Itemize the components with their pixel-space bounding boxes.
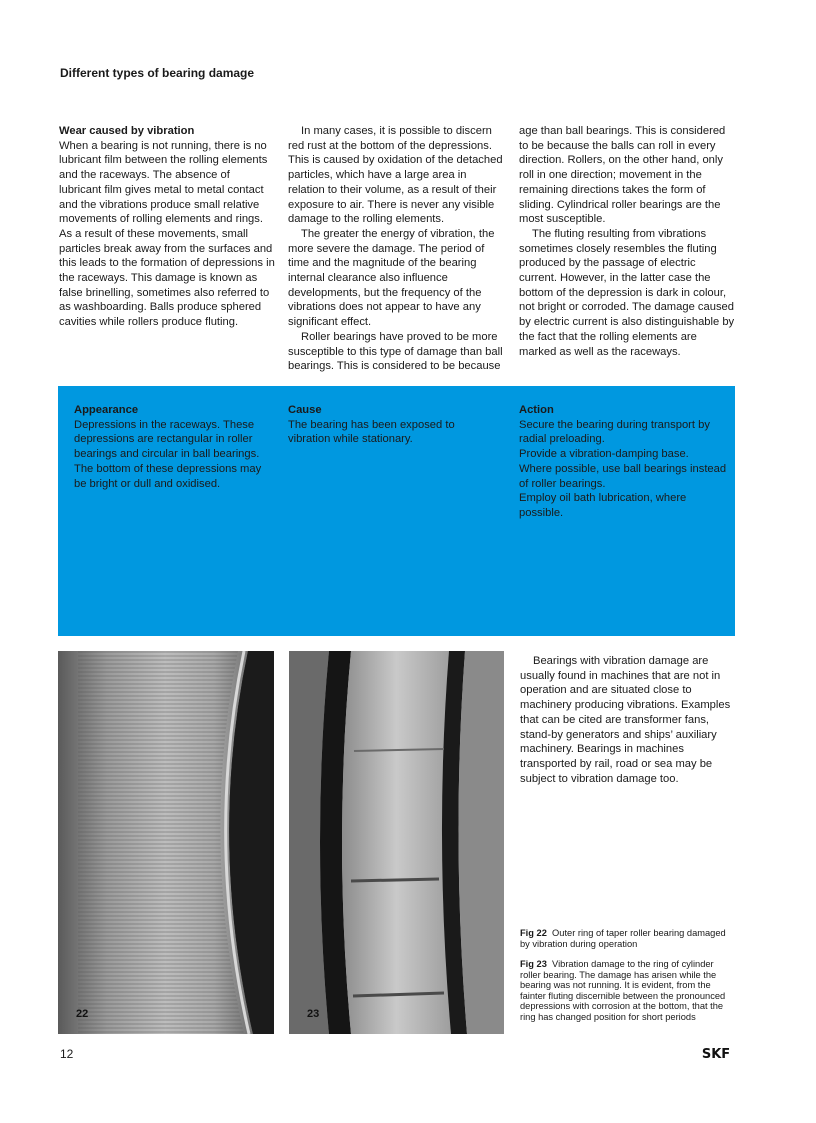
side-text-column bbox=[520, 654, 736, 786]
cause-text: The bearing has been exposed to vibration while stationary. bbox=[288, 418, 455, 446]
appearance-section bbox=[74, 403, 276, 491]
action-title: Action bbox=[519, 404, 554, 416]
skf-logo-icon bbox=[697, 1046, 735, 1060]
action-item: Secure the bearing during transport by radial preloading. bbox=[519, 418, 710, 446]
article-paragraph: Roller bearings have proved to be more susceptible to this type of damage than ball bearings. This is considered to be because bbox=[288, 330, 503, 373]
article-paragraph: Bearings with vibration damage are usually found in machines that are not in operation and are situated close to machinery producing vibrations. Examples that can be cited are transformer fans, stand-by generators and ships’ auxiliary machinery. Bearings in machines transported by rail, road or sea may be subject to vibration damage too. bbox=[520, 655, 731, 785]
caption-text: Vibration damage to the ring of cylinder roller bearing. The damage has arisen while the bearing was not running. It is evident, from the fainter fluting discernible between the pronounced depressions with corrosion at the bottom, that the ring has changed position for short periods bbox=[520, 959, 726, 1022]
figure-label: Fig 23 bbox=[520, 959, 547, 969]
caption-text: Outer ring of taper roller bearing damaged by vibration during operation bbox=[520, 928, 726, 949]
article-paragraph: In many cases, it is possible to discern red rust at the bottom of the depressions. This is caused by oxidation of the detached particles, which have a large area in relation to their volume, as a result of their exposure to air. There is never any visible damage to the rolling elements. bbox=[288, 125, 503, 226]
action-item: Employ oil bath lubrication, where possible. bbox=[519, 492, 687, 519]
article-paragraph: When a bearing is not running, there is no lubricant film between the rolling elements and the raceways. The absence of lubricant film gives metal to metal contact and the vibrations produce small relative movements of rolling elements and rings. As a result of these movements, small particles break away from the surfaces and this leads to the formation of depressions in the raceways. This damage is known as false brinelling, sometimes also referred to as washboarding. Balls produce sphered cavities while rollers produce fluting. bbox=[59, 139, 275, 329]
action-item: Provide a vibration-damping base. bbox=[519, 448, 689, 461]
action-item: Where possible, use ball bearings instead of roller bearings. bbox=[519, 462, 727, 490]
skf-logo bbox=[697, 1046, 735, 1065]
article-heading: Wear caused by vibration bbox=[59, 125, 195, 137]
figure-label: Fig 22 bbox=[520, 928, 547, 938]
figure-number: 23 bbox=[307, 1008, 320, 1020]
figure-caption bbox=[520, 959, 736, 1022]
text-column-1 bbox=[59, 124, 275, 330]
cause-section bbox=[288, 403, 500, 447]
page-number: 12 bbox=[60, 1047, 74, 1061]
article-paragraph: The fluting resulting from vibrations sometimes closely resembles the fluting produced by the passage of electric current. However, in the latter case the bottom of the depression is dark in colour, not bright or corroded. The damage caused by electric current is also distinguishable by the fact that the rolling elements are marked as well as the raceways. bbox=[519, 227, 735, 358]
bearing-ring-image bbox=[289, 651, 504, 1034]
cause-title: Cause bbox=[288, 404, 322, 416]
article-paragraph-continued: age than ball bearings. This is considered to be because the balls can roll in every direction. Rollers, on the other hand, only roll in one direction; movement in the remaining directions takes the form of sliding. Cylindrical roller bearings are the most susceptible. bbox=[519, 125, 726, 226]
action-section bbox=[519, 403, 731, 521]
figure-caption bbox=[520, 928, 736, 949]
figure-22-photo bbox=[58, 651, 274, 1034]
text-column-2 bbox=[288, 124, 504, 376]
appearance-text: Depressions in the raceways. These depressions are rectangular in roller bearings and circular in ball bearings. The bottom of these depressions may be bright or dull and oxidised. bbox=[74, 418, 262, 490]
figure-23-photo bbox=[289, 651, 504, 1034]
figure-number: 22 bbox=[76, 1008, 89, 1020]
section-header: Different types of bearing damage bbox=[60, 66, 255, 80]
text-column-3 bbox=[519, 124, 735, 359]
article-paragraph: The greater the energy of vibration, the more severe the damage. The period of time and the magnitude of the bearing internal clearance also influence developments, but the frequency of the vibrations does not appear to have any significant effect. bbox=[288, 227, 495, 329]
svg-text:SKF: SKF bbox=[701, 1047, 731, 1060]
appearance-title: Appearance bbox=[74, 404, 139, 416]
bearing-outer-ring-image bbox=[58, 651, 274, 1034]
